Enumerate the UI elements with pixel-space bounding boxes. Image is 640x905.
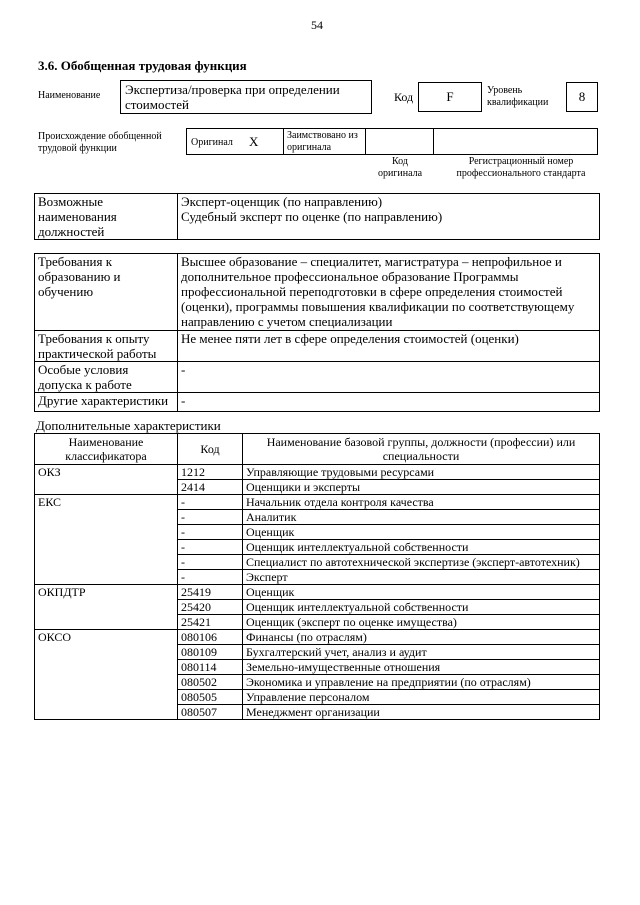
req-value: - [178,393,600,412]
positions-table [34,193,600,240]
name-cell: Финансы (по отраслям) [243,630,600,645]
code-cell: 080502 [178,675,243,690]
code-value-box: F [418,82,482,112]
name-cell: Управление персоналом [243,690,600,705]
position-line: Судебный эксперт по оценке (по направлению) [181,209,443,224]
code-cell: 080114 [178,660,243,675]
borrowed-label: Заимствовано из оригинала [287,130,358,153]
code-cell: 25419 [178,585,243,600]
col-name-header: Наименование базовой группы, должности (профессии) или специальности [243,434,600,465]
level-value-box: 8 [566,82,598,112]
code-cell: - [178,570,243,585]
original-label: Оригинал [191,137,233,148]
name-cell: Земельно-имущественные отношения [243,660,600,675]
origin-label: Происхождение обобщенной трудовой функции [38,131,162,154]
requirements-table [34,253,600,412]
function-name-box: Экспертиза/проверка при определении стоимостей [120,80,372,114]
name-cell: Бухгалтерский учет, анализ и аудит [243,645,600,660]
classifier-cell: ОКСО [35,630,178,720]
col-code-header: Код [178,434,243,465]
req-label: Требования к опыту практической работы [35,331,178,362]
name-cell: Эксперт [243,570,600,585]
level-label: Уровень квалификации [487,85,549,108]
name-cell: Оценщик интеллектуальной собственности [243,540,600,555]
code-cell: 080507 [178,705,243,720]
name-cell: Аналитик [243,510,600,525]
name-cell: Оценщик интеллектуальной собственности [243,600,600,615]
code-cell: - [178,540,243,555]
req-label: Требования к образованию и обучению [35,254,178,331]
name-cell: Оценщик [243,585,600,600]
code-cell: - [178,495,243,510]
code-cell: 25420 [178,600,243,615]
req-value: Не менее пяти лет в сфере определения стоимостей (оценки) [178,331,600,362]
origin-divider-1 [283,129,284,154]
classifier-table [34,433,600,720]
name-cell: Менеджмент организации [243,705,600,720]
code-cell: - [178,510,243,525]
name-cell: Управляющие трудовыми ресурсами [243,465,600,480]
code-cell: - [178,525,243,540]
req-label: Особые условия допуска к работе [35,362,178,393]
code-cell: 1212 [178,465,243,480]
section-title: 3.6. Обобщенная трудовая функция [38,58,247,73]
origin-code-caption: Код оригинала [377,156,423,179]
classifier-cell: ЕКС [35,495,178,585]
code-cell: 2414 [178,480,243,495]
classifier-cell: ОКЗ [35,465,178,495]
page-number: 54 [311,18,323,32]
name-cell: Начальник отдела контроля качества [243,495,600,510]
name-cell: Оценщик (эксперт по оценке имущества) [243,615,600,630]
code-cell: 080109 [178,645,243,660]
origin-box [186,128,598,155]
code-cell: 080505 [178,690,243,705]
original-mark: X [249,134,259,149]
code-label: Код [394,90,414,104]
classifier-cell: ОКПДТР [35,585,178,630]
req-label: Другие характеристики [35,393,178,412]
req-value: Высшее образование – специалитет, магистратура – непрофильное и дополнительное профессиональное образование Программы профессиональной переподготовки в сфере определения стоимостей (оценки), программы повышения квалификации по соответствующему направлению с учетом специализации [178,254,600,331]
name-cell: Специалист по автотехнической экспертизе (эксперт-автотехник) [243,555,600,570]
additional-title: Дополнительные характеристики [36,418,221,433]
origin-divider-2 [365,129,366,154]
name-cell: Оценщик [243,525,600,540]
req-value: - [178,362,600,393]
name-label: Наименование [38,90,101,101]
positions-label: Возможные наименования должностей [35,194,178,240]
position-line: Эксперт-оценщик (по направлению) [181,194,383,209]
code-cell: 080106 [178,630,243,645]
col-classifier-header: Наименование классификатора [35,434,178,465]
positions-values [178,194,600,240]
code-cell: - [178,555,243,570]
name-cell: Оценщики и эксперты [243,480,600,495]
name-cell: Экономика и управление на предприятии (по отраслям) [243,675,600,690]
origin-reg-caption: Регистрационный номер профессионального стандарта [456,156,586,179]
code-cell: 25421 [178,615,243,630]
origin-divider-3 [433,129,434,154]
